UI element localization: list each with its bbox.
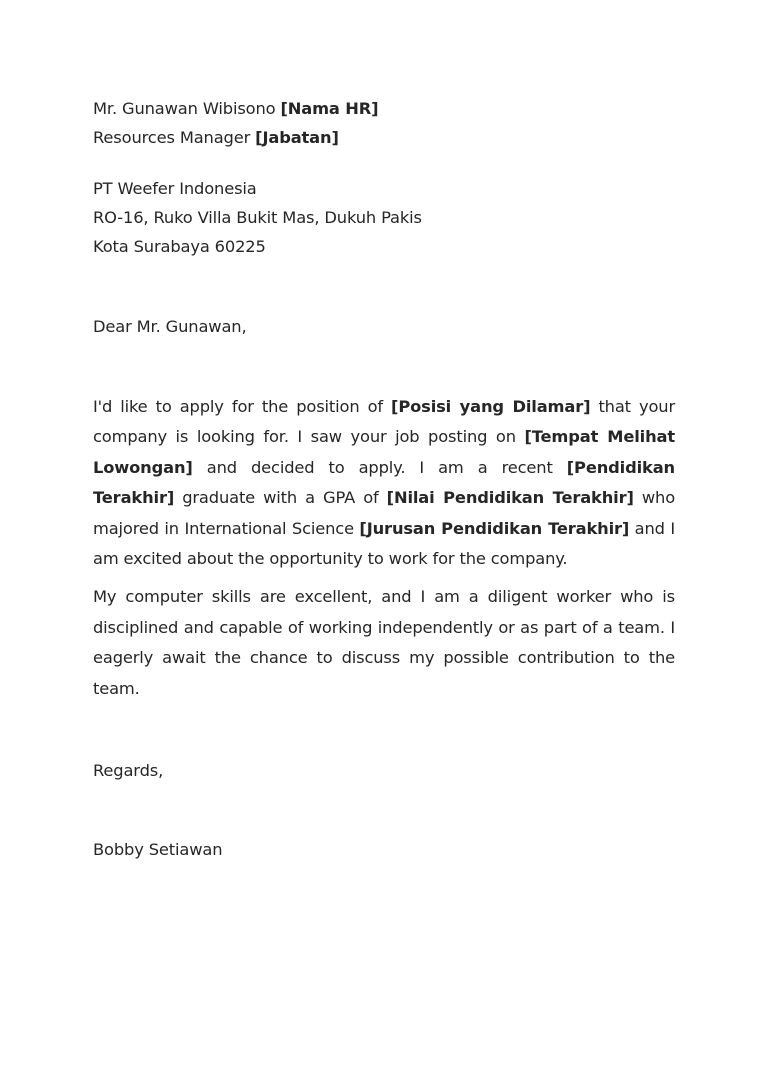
body-paragraph-1 — [93, 392, 675, 574]
signature-name: Bobby Setiawan — [93, 840, 223, 860]
letter-content — [93, 94, 675, 864]
p1-text-6: and I am excited about the opportunity to work for the company. — [93, 518, 675, 569]
p1-placeholder-position: [Posisi yang Dilamar] — [391, 397, 591, 416]
p1-placeholder-posting-source: [Tempat Melihat Lowongan] — [93, 427, 675, 477]
recipient-title: Resources Manager — [93, 128, 251, 147]
p1-text-1: I'd like to apply for the position of — [93, 397, 392, 416]
recipient-name: Mr. Gunawan Wibisono — [93, 99, 276, 118]
company-address-line1: RO-16, Ruko Villa Bukit Mas, Dukuh Pakis — [93, 208, 422, 227]
p1-placeholder-gpa: [Nilai Pendidikan Terakhir] — [386, 488, 634, 508]
company-address-line2: Kota Surabaya 60225 — [93, 237, 266, 256]
recipient-name-line — [93, 94, 675, 123]
closing: Regards, — [93, 761, 164, 781]
recipient-title-line — [93, 123, 675, 152]
p1-text-2: that your company is looking for. I saw your job posting on — [93, 397, 675, 447]
salutation: Dear Mr. Gunawan, — [93, 317, 247, 336]
company-name: PT Weefer Indonesia — [93, 179, 257, 198]
recipient-name-placeholder: [Nama HR] — [280, 99, 379, 118]
p1-text-3: and decided to apply. I am a recent — [192, 457, 567, 477]
body-paragraph-2: My computer skills are excellent, and I am a diligent worker who is disciplined and capable of working independently or as part of a team. I eagerly await the chance to discuss my possible contribution to the team. — [93, 587, 675, 698]
p1-placeholder-major: [Jurusan Pendidikan Terakhir] — [359, 518, 630, 538]
p1-placeholder-last-education: [Pendidikan Terakhir] — [93, 457, 675, 508]
p1-text-4: graduate with a GPA of — [174, 488, 387, 508]
recipient-title-placeholder: [Jabatan] — [255, 128, 339, 147]
p1-text-5: who majored in International Science — [93, 488, 676, 538]
